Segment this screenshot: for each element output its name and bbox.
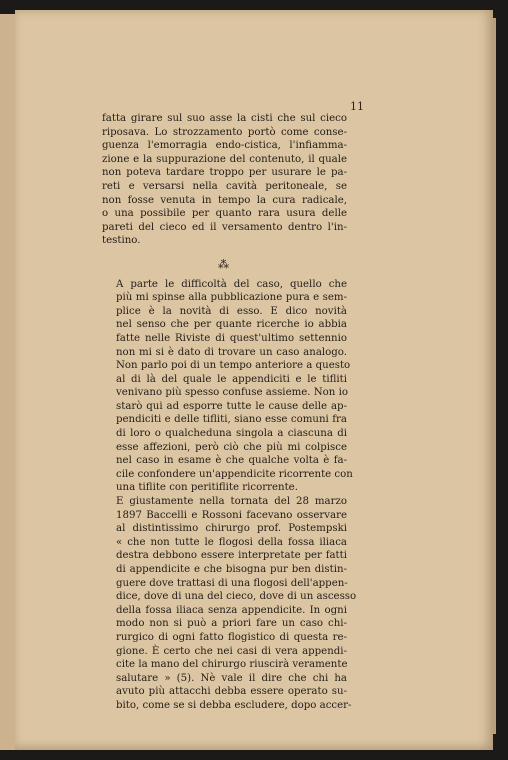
text-line: pendiciti e delle tifliti, siano esse comuni fra <box>116 414 347 426</box>
text-line: bito, come se si debba escludere, dopo accer- <box>116 699 352 711</box>
text-line: modo non si può a priori fare un caso chi- <box>116 618 347 630</box>
asterism: ⁂ <box>218 257 231 271</box>
text-line: 1897 Baccelli e Rossoni facevano osservare <box>116 509 347 521</box>
text-line: più mi spinse alla pubblicazione pura e sem- <box>116 292 347 304</box>
text-line: plice è la novità di esso. E dico novità <box>116 305 347 317</box>
text-line: di appendicite e che bisogna pur ben distin- <box>116 564 347 575</box>
text-line: « che non tutte le flogosi della fossa iliaca <box>116 536 347 548</box>
page-number: 11 <box>350 100 364 113</box>
text-line: guenza l'emorragia endo-cistica, l'infiamma- <box>102 140 347 152</box>
text-line: A parte le difficoltà del caso, quello che <box>116 278 347 290</box>
text-line: zione e la suppurazione del contenuto, il quale <box>102 153 347 165</box>
text-line: non poteva tardare troppo per usurare le pa- <box>102 167 347 179</box>
text-line: nel caso in esame è che qualche volta è fa- <box>116 455 347 467</box>
text-line: avuto più attacchi debba essere operato su- <box>116 686 347 698</box>
text-column <box>102 112 357 713</box>
text-line: Non parlo poi di un tempo anteriore a questo <box>116 360 351 372</box>
text-line: gione. È certo che nei casi di vera appendi- <box>116 645 347 657</box>
text-line: esse affezioni, però ciò che più mi colpisce <box>116 441 347 453</box>
text-line: reti e versarsi nella cavità peritoneale, se <box>102 180 347 192</box>
text-line: guere dove trattasi di una flogosi dell'appen- <box>116 577 348 589</box>
text-line: starò qui ad esporre tutte le cause delle ap- <box>116 400 347 412</box>
text-line: una tiflite con peritiflite ricorrente. <box>116 482 298 494</box>
text-line: rurgico di ogni fatto flogistico di questa re- <box>116 631 347 643</box>
text-line: destra debbono essere interpretate per fatti <box>116 550 347 562</box>
text-line: di loro o qualcheduna singola a ciascuna di <box>116 428 347 440</box>
page-edge <box>493 18 496 734</box>
text-line: al distintissimo chirurgo prof. Postempski <box>116 523 347 535</box>
text-line: cite la mano del chirurgo riuscirà veramente <box>116 659 348 671</box>
text-line: non mi si è dato di trovare un caso analogo. <box>116 346 347 358</box>
text-line: al di là del quale le appendiciti e le tifliti <box>116 373 347 385</box>
text-line: dice, dove di una del cieco, dove di un ascesso <box>116 591 357 603</box>
facing-page-edge <box>0 14 16 750</box>
text-line: venivano più spesso confuse assieme. Non io <box>116 387 348 399</box>
text-line: riposava. Lo strozzamento portò come conse- <box>102 126 347 138</box>
text-line: E giustamente nella tornata del 28 marzo <box>116 496 347 508</box>
text-line: nel senso che per quante ricerche io abbia <box>116 319 347 331</box>
paragraph-1 <box>102 112 347 248</box>
text-line: fatta girare sul suo asse la cisti che sul cieco <box>102 113 347 124</box>
text-line: testino. <box>102 235 141 247</box>
text-line: fatte nelle Riviste di quest'ultimo settennio <box>116 332 347 344</box>
text-line: salutare » (5). Nè vale il dire che chi ha <box>116 672 347 684</box>
text-line: o una possibile per quanto rara usura delle <box>102 208 347 220</box>
text-line: non fosse venuta in tempo la cura radicale, <box>102 194 347 206</box>
text-line: cile confondere un'appendicite ricorrente con <box>116 468 353 480</box>
paragraph-3 <box>102 495 357 713</box>
text-line: della fossa iliaca senza appendicite. In ogni <box>116 604 347 616</box>
text-line: pareti del cieco ed il versamento dentro l'in- <box>102 221 347 233</box>
paragraph-2 <box>102 278 353 496</box>
